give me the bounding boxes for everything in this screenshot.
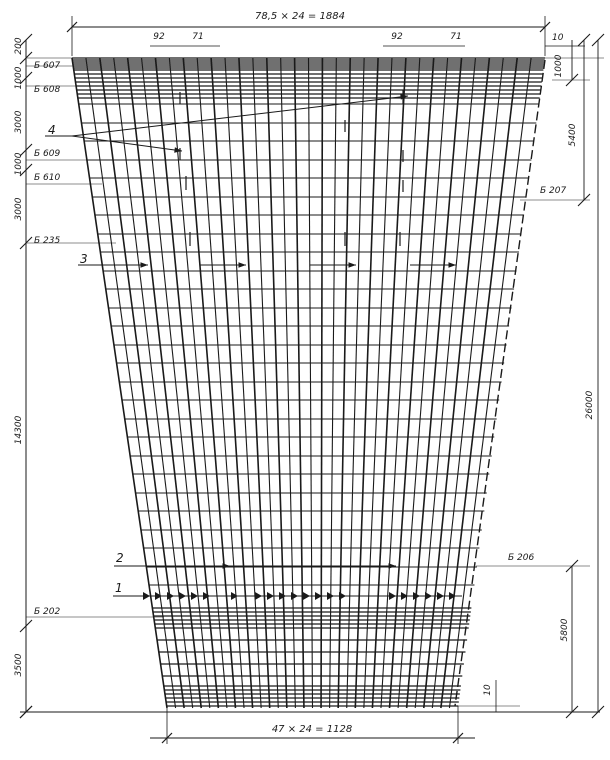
- arrowhead: [291, 592, 298, 600]
- vertical-bar: [432, 58, 503, 708]
- mark-b608: Б 608: [34, 85, 61, 95]
- right-dim-5800: 5800: [560, 618, 570, 642]
- arrowhead: [191, 592, 198, 600]
- mark-b609: Б 609: [34, 149, 61, 159]
- vertical-bar: [100, 58, 184, 708]
- left-dim-3500: 3500: [14, 653, 24, 677]
- left-dim-14300: 14300: [14, 415, 24, 445]
- mark-b235: Б 235: [34, 236, 61, 246]
- top-dimension-label: 78,5 × 24 = 1884: [255, 11, 345, 22]
- right-dim-1000: 1000: [554, 54, 564, 78]
- arrowhead: [238, 262, 246, 267]
- reinforcement-mesh: [72, 58, 545, 708]
- spacing-label-right-92: 92: [391, 32, 403, 42]
- callout-leader: [72, 96, 408, 136]
- mark-b610: Б 610: [34, 173, 61, 183]
- callout-3: 3: [80, 252, 88, 266]
- vertical-bar: [415, 58, 475, 708]
- vertical-bar: [321, 58, 322, 708]
- spacing-label-left-92: 92: [153, 32, 165, 42]
- callout-leader: [72, 136, 182, 151]
- vertical-bar: [338, 58, 350, 708]
- vertical-bar: [142, 58, 210, 708]
- left-dim-1000-b: 1000: [14, 152, 24, 176]
- mark-b206: Б 206: [508, 553, 535, 563]
- arrowhead: [140, 262, 148, 267]
- bottom-right-gap-label: 10: [483, 684, 493, 696]
- spacing-label-right-71: 71: [450, 32, 462, 42]
- vertical-bar: [309, 58, 313, 708]
- vertical-bar: [390, 58, 434, 708]
- arrowhead: [388, 563, 396, 568]
- arrowhead: [222, 563, 230, 568]
- arrowhead: [255, 592, 262, 600]
- mark-b202: Б 202: [34, 607, 61, 617]
- mark-b207: Б 207: [540, 186, 567, 196]
- vertical-bar: [267, 58, 287, 708]
- arrowhead: [267, 592, 274, 600]
- arrowhead: [437, 592, 444, 600]
- vertical-bar: [347, 58, 364, 708]
- vertical-bar: [449, 58, 531, 708]
- vertical-bar: [330, 58, 337, 708]
- arrowhead: [231, 592, 238, 600]
- mark-b607: Б 607: [34, 61, 61, 71]
- left-dim-200: 200: [14, 37, 24, 55]
- arrowhead: [389, 592, 396, 600]
- arrowhead: [348, 262, 356, 267]
- vertical-bar: [169, 58, 227, 708]
- bottom-dimension-label: 47 × 24 = 1128: [271, 724, 353, 735]
- vertical-bar: [355, 58, 378, 708]
- left-dim-3000-b: 3000: [14, 197, 24, 221]
- spacing-label-left-71: 71: [192, 32, 204, 42]
- callout-4: 4: [48, 123, 56, 137]
- left-dim-1000-a: 1000: [14, 66, 24, 90]
- callout-1: 1: [115, 581, 123, 595]
- arrowhead: [448, 262, 456, 267]
- arrowhead: [425, 592, 432, 600]
- vertical-bar: [398, 58, 448, 708]
- vertical-bar: [281, 58, 296, 708]
- arrowhead: [303, 592, 310, 600]
- arrowhead: [143, 592, 150, 600]
- right-dim-5400: 5400: [568, 123, 578, 147]
- vertical-bar: [86, 58, 176, 708]
- vertical-bar: [295, 58, 304, 708]
- right-dim-26000: 26000: [585, 390, 595, 420]
- vertical-bar: [211, 58, 252, 708]
- arrowhead: [179, 592, 186, 600]
- callout-2: 2: [116, 551, 124, 565]
- left-dim-3000-a: 3000: [14, 110, 24, 134]
- top-right-gap-label: 10: [552, 33, 564, 43]
- vertical-bar: [197, 58, 244, 708]
- arrowhead: [339, 592, 346, 600]
